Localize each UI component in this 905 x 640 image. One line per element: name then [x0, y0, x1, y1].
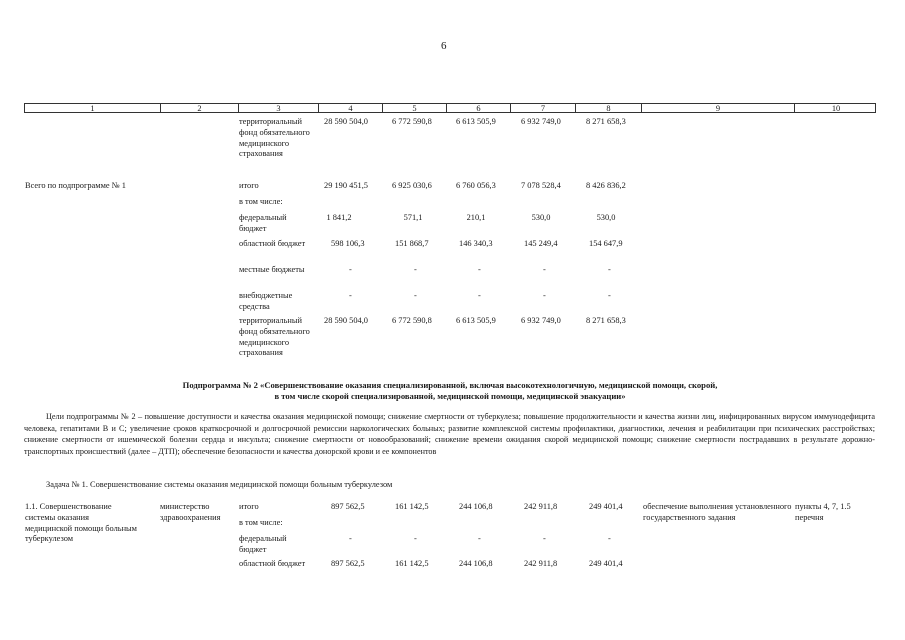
value-cell: 242 911,8 — [524, 502, 558, 511]
value-cell: 8 271 658,3 — [586, 117, 626, 126]
value-cell: 897 562,5 — [331, 559, 365, 568]
value-cell: 6 925 030,6 — [392, 181, 432, 190]
goals-paragraph: Цели подпрограммы № 2 – повышение доступности и качества оказания медицинской помощи; снижение смертности от туберкулеза; повышение продолжительности и качества жизни лиц, инфицированных вирусом иммунодефицита человека, гепатитами В и С; увеличение сроков краткосрочной и долгосрочной ремиссии наркологических больных; развитие комплексной системы профилактики, диагностики, лечения и реабилитации при психических расстройствах; снижение смертности от ишемической болезни сердца и инсульта; снижение смертности от новообразований; снижение времени ожидания скорой медицинской помощи; снижение смертности пострадавших в результате дорожно-транспортных происшествий (далее – ДТП); обеспечение безопасности и качества донорской крови и ее компонентов — [24, 412, 875, 456]
value-cell: 244 106,8 — [459, 559, 493, 568]
value-cell: - — [414, 291, 417, 300]
subprogram-title-line2: в том числе скорой специализированной, медицинской помощи, медицинской эвакуации» — [274, 391, 626, 401]
value-cell: 28 590 504,0 — [324, 117, 368, 126]
header-col-5: 5 — [383, 104, 447, 112]
value-cell: - — [414, 265, 417, 274]
value-cell: 161 142,5 — [395, 559, 429, 568]
source-label: территориальный фонд обязательного медицинского страхования — [239, 117, 310, 159]
source-label: местные бюджеты — [239, 265, 305, 274]
header-col-1: 1 — [25, 104, 161, 112]
value-cell: - — [608, 534, 611, 543]
value-cell: 249 401,4 — [589, 502, 623, 511]
value-cell: 598 106,3 — [331, 239, 365, 248]
value-cell: 897 562,5 — [331, 502, 365, 511]
header-col-7: 7 — [511, 104, 576, 112]
item-executor: министерство здравоохранения — [160, 502, 221, 522]
task-title: Задача № 1. Совершенствование системы оказания медицинской помощи больным туберкулезом — [46, 480, 393, 489]
value-cell: 154 647,9 — [589, 239, 623, 248]
value-cell: 6 932 749,0 — [521, 117, 561, 126]
value-cell: - — [478, 534, 481, 543]
source-label: территориальный фонд обязательного медицинского страхования — [239, 316, 310, 358]
value-cell: 242 911,8 — [524, 559, 558, 568]
header-col-4: 4 — [319, 104, 383, 112]
header-col-6: 6 — [447, 104, 511, 112]
value-cell: 145 249,4 — [524, 239, 558, 248]
total-label: Всего по подпрограмме № 1 — [25, 181, 126, 190]
source-label: итого — [239, 181, 259, 190]
item-result: обеспечение выполнения установленного государственного задания — [643, 502, 792, 522]
source-label: внебюджетные средства — [239, 291, 293, 311]
source-label: в том числе: — [239, 197, 283, 206]
value-cell: 29 190 451,5 — [324, 181, 368, 190]
header-col-10: 10 — [831, 104, 841, 113]
header-col-3: 3 — [239, 104, 319, 112]
source-label: федеральный бюджет — [239, 213, 287, 233]
value-cell: - — [349, 534, 352, 543]
page-number: 6 — [441, 40, 447, 52]
source-label: в том числе: — [239, 518, 283, 527]
value-cell: 6 932 749,0 — [521, 316, 561, 325]
subprogram-title-line1: Подпрограмма № 2 «Совершенствование оказания специализированной, включая высокотехнологичную, медицинской помощи, скорой, — [182, 380, 718, 390]
value-cell: 146 340,3 — [459, 239, 493, 248]
value-cell: - — [543, 291, 546, 300]
value-cell: 530,0 — [531, 213, 551, 222]
value-cell: - — [349, 265, 352, 274]
value-cell: 6 772 590,8 — [392, 117, 432, 126]
value-cell: 7 078 528,4 — [521, 181, 561, 190]
value-cell: 28 590 504,0 — [324, 316, 368, 325]
value-cell: - — [478, 265, 481, 274]
value-cell: - — [543, 534, 546, 543]
header-col-9: 9 — [642, 104, 795, 112]
value-cell: 8 271 658,3 — [586, 316, 626, 325]
item-indicators: пункты 4, 7, 1.5 перечня — [795, 502, 851, 522]
table-header-row — [24, 103, 876, 113]
value-cell: 6 613 505,9 — [456, 316, 496, 325]
source-label: областной бюджет — [239, 559, 306, 568]
value-cell: 571,1 — [403, 213, 423, 222]
value-cell: 1 841,2 — [326, 213, 352, 222]
source-label: областной бюджет — [239, 239, 306, 248]
header-col-2: 2 — [161, 104, 239, 112]
value-cell: 8 426 836,2 — [586, 181, 626, 190]
value-cell: - — [608, 265, 611, 274]
value-cell: - — [349, 291, 352, 300]
source-label: итого — [239, 502, 259, 511]
value-cell: 530,0 — [596, 213, 616, 222]
value-cell: 6 613 505,9 — [456, 117, 496, 126]
value-cell: - — [478, 291, 481, 300]
value-cell: - — [414, 534, 417, 543]
value-cell: 6 760 056,3 — [456, 181, 496, 190]
value-cell: 210,1 — [466, 213, 486, 222]
value-cell: - — [543, 265, 546, 274]
source-label: федеральный бюджет — [239, 534, 287, 554]
value-cell: 249 401,4 — [589, 559, 623, 568]
item-name: 1.1. Совершенствование системы оказания медицинской помощи больным туберкулезом — [25, 502, 137, 544]
value-cell: 161 142,5 — [395, 502, 429, 511]
value-cell: 151 868,7 — [395, 239, 429, 248]
value-cell: - — [608, 291, 611, 300]
header-col-8: 8 — [576, 104, 642, 112]
value-cell: 244 106,8 — [459, 502, 493, 511]
value-cell: 6 772 590,8 — [392, 316, 432, 325]
